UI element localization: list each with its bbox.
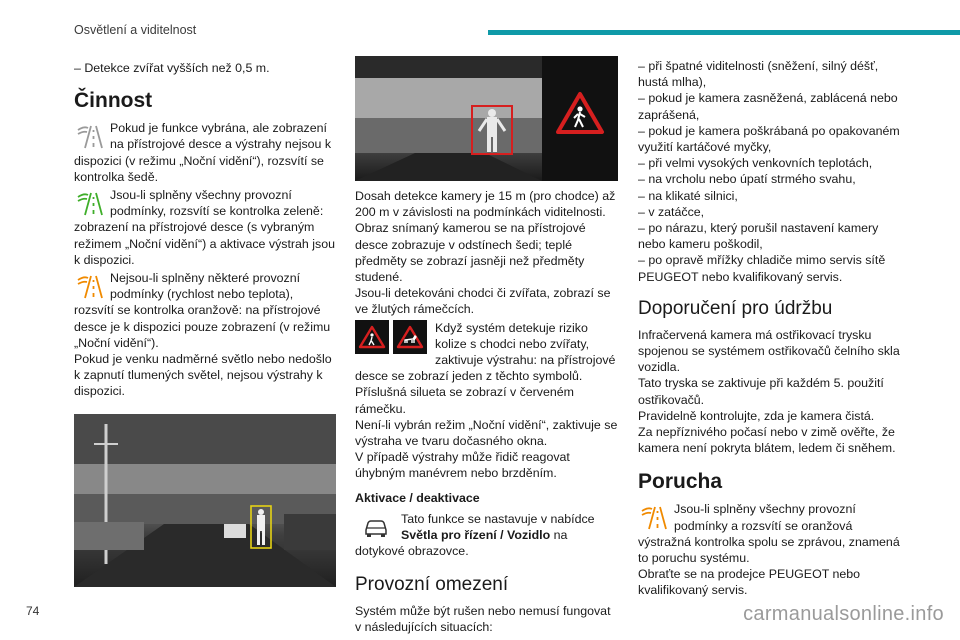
pedestrian-warning-panel <box>542 56 618 181</box>
fault-paragraph <box>638 501 903 566</box>
column-3 <box>638 56 903 599</box>
section-heading-fault: Porucha <box>638 470 723 494</box>
green-light-text: Jsou-li splněny všechny provozní podmínky, rozsvítí se kontrolka zeleně: zobrazení na přístrojové desce (s vybraným režimem „Noční vidění“) a aktivace výstrah jsou k dispozici. <box>74 188 335 267</box>
section-heading-operation: Činnost <box>74 89 153 113</box>
activation-text <box>355 511 618 560</box>
pedestrian-alert-icon <box>355 320 389 354</box>
night-vision-warning-light-orange-icon <box>74 270 104 300</box>
thermal-road-image <box>74 414 336 587</box>
maintenance-text-3: Pravidelně kontrolujte, zda je kamera čistá. <box>638 408 875 423</box>
thermal-alert-image <box>355 56 618 181</box>
collision-alert-paragraph <box>355 320 618 417</box>
alert-symbols <box>355 320 431 354</box>
activation-text-pre: Tato funkce se nastavuje v nabídce <box>401 511 595 526</box>
orange-light-text: Nejsou-li splněny některé provozní podmínky (rychlost nebo teplota), rozsvítí se kontrolka oranžově: na přístrojové desce je k dispozici pouze zobrazení (v režimu „Noční vidění“). <box>74 271 331 350</box>
grey-light-paragraph <box>74 120 336 185</box>
activation-text-post: na dotykové obrazovce. <box>355 527 568 559</box>
orange-light-paragraph <box>74 270 336 351</box>
night-vision-warning-light-grey-icon <box>74 120 104 150</box>
limit-item: – v zatáčce, <box>638 204 705 219</box>
green-light-paragraph <box>74 187 336 268</box>
fault-contact-text: Obraťte se na prodejce PEUGEOT nebo kvalifikovaný servis. <box>638 567 861 598</box>
detection-range-text: Dosah detekce kamery je 15 m (pro chodce) až 200 m v závislosti na podmínkách viditelnosti. Obraz snímaný kamerou se na přístrojové desce zobrazuje v odstínech šedi; teplé předměty se zobrazí jasněji než předměty studené. <box>355 189 616 285</box>
column-2 <box>355 56 618 636</box>
maintenance-text-2: Tato tryska se zaktivuje při každém 5. použití ostřikovačů. <box>638 376 884 407</box>
limit-item: – při velmi vysokých venkovních teplotách, <box>638 156 873 171</box>
column-1 <box>74 56 336 587</box>
activation-subheading: Aktivace / deaktivace <box>355 490 480 505</box>
menu-path-text: Světla pro řízení / Vozidlo <box>401 527 551 542</box>
temporary-window-text: Není-li vybrán režim „Noční vidění“, zaktivuje se výstraha ve tvaru dočasného okna. <box>355 417 618 449</box>
section-heading-limits: Provozní omezení <box>355 574 509 596</box>
limit-item: – pokud je kamera poškrábaná po opakovaném využití kartáčové myčky, <box>638 123 900 155</box>
limit-item: – při špatné viditelnosti (sněžení, silný déšť, hustá mlha), <box>638 59 879 90</box>
animal-alert-icon <box>393 320 427 354</box>
thermal-pedestrian-scene <box>355 56 542 181</box>
limit-item: – na klikaté silnici, <box>638 188 738 203</box>
night-vision-warning-light-green-icon <box>74 187 104 217</box>
yellow-frames-text: Jsou-li detekováni chodci či zvířata, zobrazí se ve žlutých rámečcích. <box>355 286 611 317</box>
thermal-road-scene <box>74 414 336 587</box>
limits-intro-text: Systém může být rušen nebo nemusí fungovat v následujících situacích: <box>355 604 611 635</box>
limit-item: – po nárazu, který porušil nastavení kamery nebo kameru poškodil, <box>638 221 879 252</box>
pedestrian-warning-icon <box>542 56 618 181</box>
limit-item: – pokud je kamera zasněžená, zablácená nebo zaprášená, <box>638 91 898 122</box>
watermark: carmanualsonline.info <box>743 603 944 625</box>
limits-list <box>638 58 903 285</box>
page-number: 74 <box>26 604 40 618</box>
activation-paragraph <box>355 511 618 560</box>
collision-alert-text: Když systém detekuje riziko kolize s chodci nebo zvířaty, zaktivuje výstrahu: na přístrojové desce se zobrazí jeden z těchto symbolů. Příslušná silueta se zobrazí v červeném rámečku. <box>355 320 616 416</box>
maintenance-text-1: Infračervená kamera má ostřikovací trysku spojenou se systémem ostřikovačů čelního skla vozidla. <box>638 327 900 375</box>
bullet-animal-detection: – Detekce zvířat vyšších než 0,5 m. <box>74 61 270 75</box>
excessive-light-text: Pokud je venku nadměrné světlo nebo nedošlo k zapnutí tlumených světel, nejsou výstrahy k dispozici. <box>74 352 332 399</box>
limit-item: – na vrcholu nebo úpatí strmého svahu, <box>638 172 856 187</box>
car-settings-icon <box>361 511 393 541</box>
grey-light-text: Pokud je funkce vybrána, ale zobrazení na přístrojové desce a výstrahy nejsou k dispozici (v režimu „Noční vidění“), rozsvítí se kontrolka šedě. <box>74 121 332 184</box>
night-vision-fault-light-orange-icon <box>638 501 668 531</box>
section-heading-maintenance: Doporučení pro údržbu <box>638 297 833 319</box>
limit-item: – po opravě mřížky chladiče mimo servis sítě PEUGEOT nebo kvalifikovaný servis. <box>638 253 886 284</box>
fault-text: Jsou-li splněny všechny provozní podmínky a rozsvítí se oranžová výstražná kontrolka spolu se zprávou, znamená to poruchu systému. <box>638 502 900 566</box>
maintenance-text-4: Za nepříznivého počasí nebo v zimě ověřte, že kamera není pokryta blátem, ledem či sněhem. <box>638 425 896 456</box>
driver-reaction-text: V případě výstrahy může řidič reagovat úhybným manévrem nebo brzděním. <box>355 450 570 481</box>
header-accent-bar <box>488 30 960 35</box>
header-title: Osvětlení a viditelnost <box>74 23 197 37</box>
